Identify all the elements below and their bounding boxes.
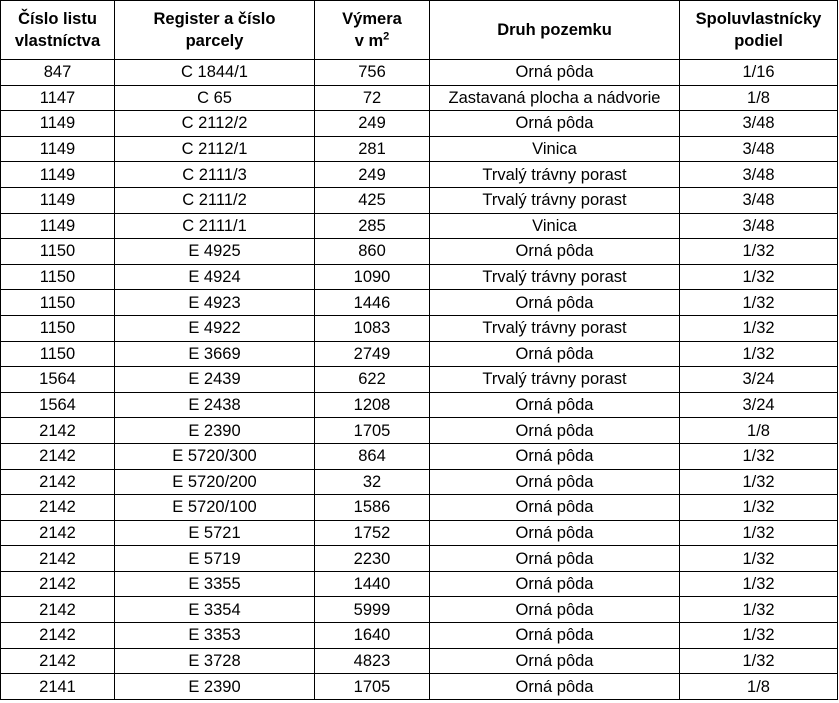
cell-owner-sheet: 1150: [1, 264, 115, 290]
cell-owner-sheet: 2142: [1, 443, 115, 469]
cell-share: 1/16: [680, 60, 838, 86]
cell-area: 1208: [315, 392, 430, 418]
table-row: [1, 264, 838, 290]
cell-owner-sheet: 2142: [1, 495, 115, 521]
cell-area: 1586: [315, 495, 430, 521]
cell-area: 1752: [315, 520, 430, 546]
cell-owner-sheet: 2141: [1, 674, 115, 700]
table-row: [1, 546, 838, 572]
cell-area: 1705: [315, 418, 430, 444]
cell-land-type: Orná pôda: [430, 290, 680, 316]
cell-area: 864: [315, 443, 430, 469]
header-text: parcely: [185, 32, 244, 50]
header-text: Druh pozemku: [497, 21, 612, 39]
cell-land-type: Orná pôda: [430, 239, 680, 265]
cell-owner-sheet: 1150: [1, 315, 115, 341]
cell-parcel: C 2111/2: [115, 187, 315, 213]
cell-share: 3/48: [680, 136, 838, 162]
header-text: Výmera: [342, 10, 402, 28]
header-text: vlastníctva: [14, 32, 101, 50]
cell-owner-sheet: 847: [1, 60, 115, 86]
cell-parcel: E 3669: [115, 341, 315, 367]
cell-share: 1/32: [680, 315, 838, 341]
cell-share: 1/32: [680, 469, 838, 495]
cell-land-type: Orná pôda: [430, 520, 680, 546]
cell-land-type: Trvalý trávny porast: [430, 315, 680, 341]
cell-owner-sheet: 2142: [1, 648, 115, 674]
cell-share: 1/32: [680, 546, 838, 572]
table-row: [1, 85, 838, 111]
header-row: [1, 1, 838, 60]
cell-land-type: Orná pôda: [430, 111, 680, 137]
cell-land-type: Zastavaná plocha a nádvorie: [430, 85, 680, 111]
cell-owner-sheet: 1149: [1, 162, 115, 188]
cell-share: 1/32: [680, 239, 838, 265]
cell-share: 1/32: [680, 623, 838, 649]
table-row: [1, 187, 838, 213]
cell-parcel: C 2111/1: [115, 213, 315, 239]
cell-parcel: E 5721: [115, 520, 315, 546]
table-row: [1, 162, 838, 188]
cell-land-type: Trvalý trávny porast: [430, 367, 680, 393]
table-row: [1, 60, 838, 86]
table-row: [1, 623, 838, 649]
cell-parcel: E 2439: [115, 367, 315, 393]
cell-area: 32: [315, 469, 430, 495]
cell-area: 72: [315, 85, 430, 111]
cell-land-type: Orná pôda: [430, 674, 680, 700]
cell-parcel: C 2112/2: [115, 111, 315, 137]
table-row: [1, 290, 838, 316]
cell-area: 1705: [315, 674, 430, 700]
header-cell-share: [680, 1, 838, 60]
cell-parcel: E 4924: [115, 264, 315, 290]
cell-share: 1/8: [680, 85, 838, 111]
header-superscript: 2: [383, 30, 390, 43]
cell-share: 3/48: [680, 111, 838, 137]
cell-share: 3/48: [680, 213, 838, 239]
cell-land-type: Orná pôda: [430, 341, 680, 367]
cell-land-type: Trvalý trávny porast: [430, 264, 680, 290]
cell-share: 1/32: [680, 290, 838, 316]
cell-parcel: E 3355: [115, 571, 315, 597]
cell-area: 1083: [315, 315, 430, 341]
cell-parcel: E 4922: [115, 315, 315, 341]
cell-area: 1446: [315, 290, 430, 316]
table-row: [1, 213, 838, 239]
header-text: Register a číslo: [153, 10, 276, 28]
cell-area: 622: [315, 367, 430, 393]
cell-area: 1090: [315, 264, 430, 290]
cell-share: 1/32: [680, 597, 838, 623]
cell-parcel: E 3728: [115, 648, 315, 674]
cell-owner-sheet: 1147: [1, 85, 115, 111]
header-text: Spoluvlastnícky: [695, 10, 822, 28]
cell-land-type: Orná pôda: [430, 60, 680, 86]
cell-parcel: E 4925: [115, 239, 315, 265]
cell-owner-sheet: 2142: [1, 623, 115, 649]
table-row: [1, 111, 838, 137]
cell-share: 1/32: [680, 648, 838, 674]
cell-owner-sheet: 1150: [1, 341, 115, 367]
cell-share: 1/32: [680, 520, 838, 546]
cell-owner-sheet: 1564: [1, 367, 115, 393]
cell-share: 3/24: [680, 392, 838, 418]
cell-land-type: Trvalý trávny porast: [430, 187, 680, 213]
cell-land-type: Orná pôda: [430, 546, 680, 572]
cell-share: 1/32: [680, 571, 838, 597]
table-row: [1, 443, 838, 469]
table-row: [1, 418, 838, 444]
header-text-unit: [315, 30, 429, 52]
cell-parcel: E 3353: [115, 623, 315, 649]
cell-parcel: E 2390: [115, 674, 315, 700]
table-row: [1, 495, 838, 521]
cell-area: 1640: [315, 623, 430, 649]
header-text: podiel: [734, 32, 783, 50]
cell-owner-sheet: 1149: [1, 187, 115, 213]
cell-area: 2230: [315, 546, 430, 572]
table-row: [1, 597, 838, 623]
table-row: [1, 648, 838, 674]
cell-area: 425: [315, 187, 430, 213]
cell-area: 4823: [315, 648, 430, 674]
table-row: [1, 341, 838, 367]
header-cell-area: [315, 1, 430, 60]
cell-owner-sheet: 2142: [1, 418, 115, 444]
cell-parcel: E 2438: [115, 392, 315, 418]
cell-land-type: Orná pôda: [430, 418, 680, 444]
header-text: Číslo listu: [18, 10, 97, 28]
cell-area: 1440: [315, 571, 430, 597]
cell-area: 860: [315, 239, 430, 265]
table-row: [1, 239, 838, 265]
table-row: [1, 315, 838, 341]
cell-owner-sheet: 2142: [1, 520, 115, 546]
cell-owner-sheet: 1564: [1, 392, 115, 418]
cell-owner-sheet: 1150: [1, 290, 115, 316]
cell-parcel: E 2390: [115, 418, 315, 444]
cell-area: 249: [315, 162, 430, 188]
cell-area: 249: [315, 111, 430, 137]
cell-owner-sheet: 2142: [1, 571, 115, 597]
table-row: [1, 674, 838, 700]
table-row: [1, 469, 838, 495]
table-row: [1, 571, 838, 597]
cell-owner-sheet: 1150: [1, 239, 115, 265]
table-row: [1, 136, 838, 162]
cell-land-type: Orná pôda: [430, 571, 680, 597]
cell-area: 285: [315, 213, 430, 239]
cell-share: 3/48: [680, 162, 838, 188]
cell-share: 1/8: [680, 674, 838, 700]
cell-land-type: Orná pôda: [430, 469, 680, 495]
cell-owner-sheet: 1149: [1, 213, 115, 239]
table-row: [1, 367, 838, 393]
cell-parcel: C 2111/3: [115, 162, 315, 188]
cell-owner-sheet: 2142: [1, 597, 115, 623]
table-row: [1, 520, 838, 546]
cell-land-type: Vinica: [430, 213, 680, 239]
cell-share: 3/24: [680, 367, 838, 393]
cell-owner-sheet: 1149: [1, 111, 115, 137]
table-header: [1, 1, 838, 60]
header-cell-owner-sheet: [1, 1, 115, 60]
cell-area: 2749: [315, 341, 430, 367]
cell-land-type: Orná pôda: [430, 597, 680, 623]
cell-parcel: C 65: [115, 85, 315, 111]
cell-share: 1/8: [680, 418, 838, 444]
table-body: [1, 60, 838, 700]
table-row: [1, 392, 838, 418]
cell-land-type: Orná pôda: [430, 623, 680, 649]
cell-parcel: E 3354: [115, 597, 315, 623]
cell-land-type: Orná pôda: [430, 443, 680, 469]
cell-area: 756: [315, 60, 430, 86]
cell-owner-sheet: 1149: [1, 136, 115, 162]
cell-area: 5999: [315, 597, 430, 623]
cell-parcel: E 4923: [115, 290, 315, 316]
cell-land-type: Orná pôda: [430, 648, 680, 674]
cell-land-type: Trvalý trávny porast: [430, 162, 680, 188]
header-cell-land-type: [430, 1, 680, 60]
cell-parcel: E 5720/300: [115, 443, 315, 469]
cell-share: 1/32: [680, 495, 838, 521]
header-cell-parcel: [115, 1, 315, 60]
cell-share: 1/32: [680, 341, 838, 367]
cell-parcel: C 1844/1: [115, 60, 315, 86]
cell-owner-sheet: 2142: [1, 546, 115, 572]
cell-share: 1/32: [680, 264, 838, 290]
cell-parcel: E 5719: [115, 546, 315, 572]
cell-parcel: E 5720/200: [115, 469, 315, 495]
cell-share: 3/48: [680, 187, 838, 213]
cell-land-type: Orná pôda: [430, 495, 680, 521]
cell-parcel: E 5720/100: [115, 495, 315, 521]
cell-share: 1/32: [680, 443, 838, 469]
cell-area: 281: [315, 136, 430, 162]
cell-owner-sheet: 2142: [1, 469, 115, 495]
cell-land-type: Vinica: [430, 136, 680, 162]
cell-land-type: Orná pôda: [430, 392, 680, 418]
header-text: v m: [354, 32, 384, 50]
cell-parcel: C 2112/1: [115, 136, 315, 162]
